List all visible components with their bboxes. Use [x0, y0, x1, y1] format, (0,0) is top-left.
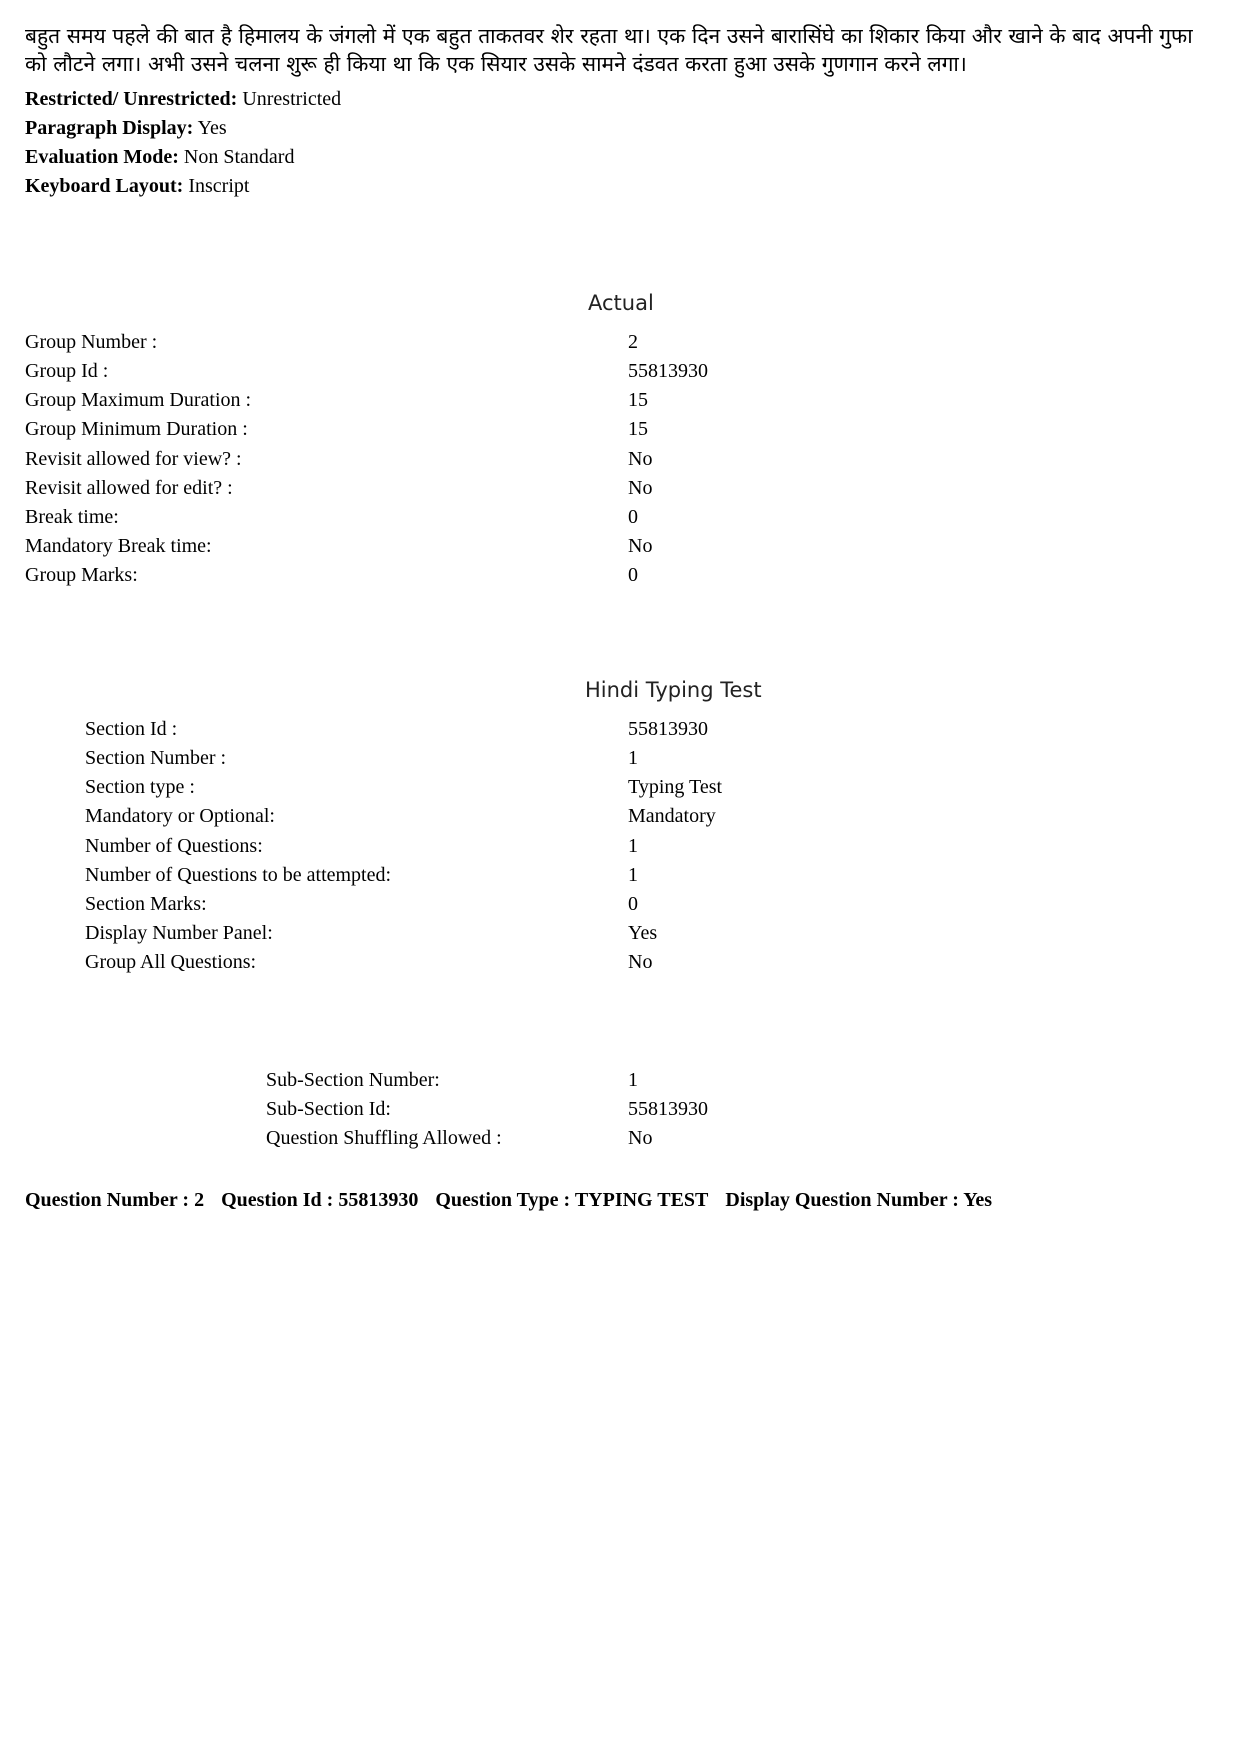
meta-keyboard-layout	[25, 174, 249, 198]
group-row-value: 55813930	[628, 360, 708, 382]
group-row-label: Group Maximum Duration :	[25, 389, 252, 411]
subsection-row-label: Question Shuffling Allowed :	[266, 1127, 502, 1149]
group-row-value: 0	[628, 564, 638, 586]
section-row-value: Yes	[628, 922, 658, 944]
section-row-label: Display Number Panel:	[85, 922, 273, 944]
group-row-value: 15	[628, 418, 648, 440]
meta-evaluation-mode	[25, 145, 294, 169]
section-row-label: Section Marks:	[85, 893, 207, 915]
section-row-label: Section type :	[85, 776, 195, 798]
meta-label: Restricted/ Unrestricted:	[25, 88, 238, 110]
meta-value: Yes	[197, 117, 227, 139]
section-heading: Hindi Typing Test	[585, 678, 762, 702]
subsection-row-label: Sub-Section Number:	[266, 1069, 440, 1091]
meta-label: Paragraph Display:	[25, 117, 194, 139]
question-info-line	[25, 1189, 1004, 1212]
section-row-label: Section Number :	[85, 747, 227, 769]
section-row-value: 0	[628, 893, 638, 915]
question-number: Question Number : 2	[25, 1189, 205, 1211]
meta-value: Inscript	[188, 175, 250, 197]
section-row-value: 1	[628, 747, 638, 769]
group-row-value: No	[628, 477, 653, 499]
subsection-row-value: 1	[628, 1069, 638, 1091]
section-row-label: Number of Questions to be attempted:	[85, 864, 392, 886]
meta-label: Evaluation Mode:	[25, 146, 179, 168]
section-row-value: 1	[628, 864, 638, 886]
group-row-value: 2	[628, 331, 638, 353]
group-row-label: Revisit allowed for edit? :	[25, 477, 233, 499]
section-row-label: Number of Questions:	[85, 835, 263, 857]
meta-value: Non Standard	[183, 146, 295, 168]
question-type: Question Type : TYPING TEST	[435, 1189, 709, 1211]
group-row-label: Break time:	[25, 506, 119, 528]
meta-paragraph-display	[25, 116, 227, 140]
group-row-label: Group Number :	[25, 331, 158, 353]
passage-text: बहुत समय पहले की बात है हिमालय के जंगलो में एक बहुत ताकतवर शेर रहता था। एक दिन उसने बारासिंघे का शिकार किया और खाने के बाद अपनी गुफा को लौटने लगा। अभी उसने चलना शुरू ही किया था कि एक सियार उसके सामने दंडवत करता हुआ उसके गुणगान करने लगा।	[25, 24, 1193, 76]
section-row-value: 55813930	[628, 718, 708, 740]
question-id: Question Id : 55813930	[221, 1189, 419, 1211]
group-row-label: Group Minimum Duration :	[25, 418, 248, 440]
section-row-value: No	[628, 951, 653, 973]
group-row-value: 15	[628, 389, 648, 411]
display-question-number: Display Question Number : Yes	[725, 1189, 993, 1211]
meta-label: Keyboard Layout:	[25, 175, 184, 197]
group-row-label: Group Marks:	[25, 564, 138, 586]
subsection-row-value: No	[628, 1127, 653, 1149]
group-row-value: No	[628, 448, 653, 470]
section-row-value: 1	[628, 835, 638, 857]
section-row-label: Group All Questions:	[85, 951, 257, 973]
group-row-value: 0	[628, 506, 638, 528]
section-row-value: Mandatory	[628, 805, 716, 827]
group-row-label: Revisit allowed for view? :	[25, 448, 242, 470]
subsection-row-value: 55813930	[628, 1098, 708, 1120]
meta-value: Unrestricted	[242, 88, 342, 110]
subsection-row-label: Sub-Section Id:	[266, 1098, 391, 1120]
group-row-label: Mandatory Break time:	[25, 535, 212, 557]
section-row-label: Section Id :	[85, 718, 178, 740]
group-row-label: Group Id :	[25, 360, 109, 382]
group-row-value: No	[628, 535, 653, 557]
section-row-label: Mandatory or Optional:	[85, 805, 275, 827]
group-heading: Actual	[588, 291, 654, 315]
meta-restricted	[25, 87, 341, 111]
section-row-value: Typing Test	[628, 776, 723, 798]
